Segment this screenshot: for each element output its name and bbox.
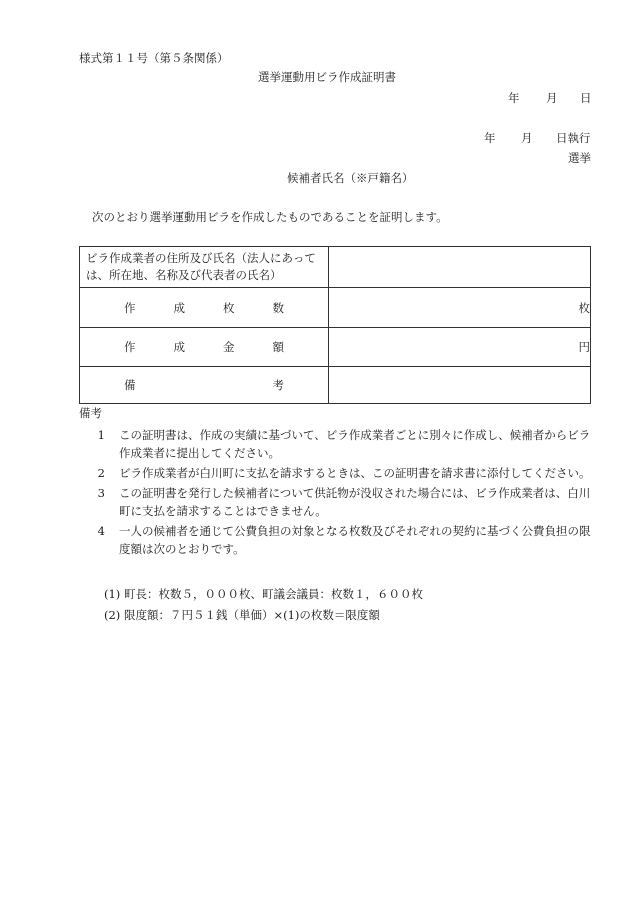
candidate-name-label: 候補者氏名（※戸籍名）: [287, 171, 414, 185]
sub-item-1: (1) 町長：枚数５，０００枚、町議会議員：枚数１，６００枚: [104, 587, 423, 601]
quantity-label: 作 成 枚 数: [80, 288, 329, 328]
amount-unit: 円: [329, 328, 591, 367]
table-row: [80, 328, 591, 367]
table-row: [80, 367, 591, 404]
date-month: 月: [546, 91, 558, 105]
table-row: [80, 288, 591, 328]
quantity-unit: 枚: [329, 288, 591, 328]
list-item: 3 この証明書を発行した候補者について供託物が没収された場合には、ビラ作成業者は、白川町に支払を請求することはできません。: [97, 486, 591, 518]
certification-statement: 次のとおり選挙運動用ビラを作成したものであることを証明します。: [92, 210, 448, 224]
certificate-table: [79, 246, 591, 404]
date-year: 年: [508, 91, 520, 105]
table-row: [80, 247, 591, 288]
list-item: 2 ビラ作成業者が白川町に支払を請求するときは、この証明書を請求書に添付してください。: [97, 466, 591, 480]
form-number: 様式第１１号（第５条関係）: [79, 51, 229, 65]
election-month: 月: [521, 131, 533, 145]
sub-item-2: (2) 限度額：７円５１銭（単価）×(1)の枚数＝限度額: [104, 608, 380, 622]
amount-label: 作 成 金 額: [80, 328, 329, 367]
remarks-value: [329, 367, 591, 404]
election-label: 選挙: [568, 151, 591, 165]
notes-list: [79, 426, 594, 558]
list-item: 1 この証明書は、作成の実績に基づいて、ビラ作成業者ごとに別々に作成し、候補者からビラ作成業者に提出してください。: [97, 428, 591, 460]
list-item: 4 一人の候補者を通じて公費負担の対象となる枚数及びそれぞれの契約に基づく公費負担の限度額は次のとおりです。: [97, 524, 591, 556]
document-title: 選挙運動用ビラ作成証明書: [258, 70, 396, 84]
notes-heading: 備考: [79, 406, 102, 420]
election-year: 年: [484, 131, 496, 145]
vendor-label: ビラ作成業者の住所及び氏名（法人にあっては、所在地、名称及び代表者の氏名）: [80, 247, 329, 288]
election-day: 日執行: [556, 131, 591, 145]
vendor-value: [329, 247, 591, 288]
remarks-label: 備 考: [80, 367, 329, 404]
date-day: 日: [580, 91, 592, 105]
